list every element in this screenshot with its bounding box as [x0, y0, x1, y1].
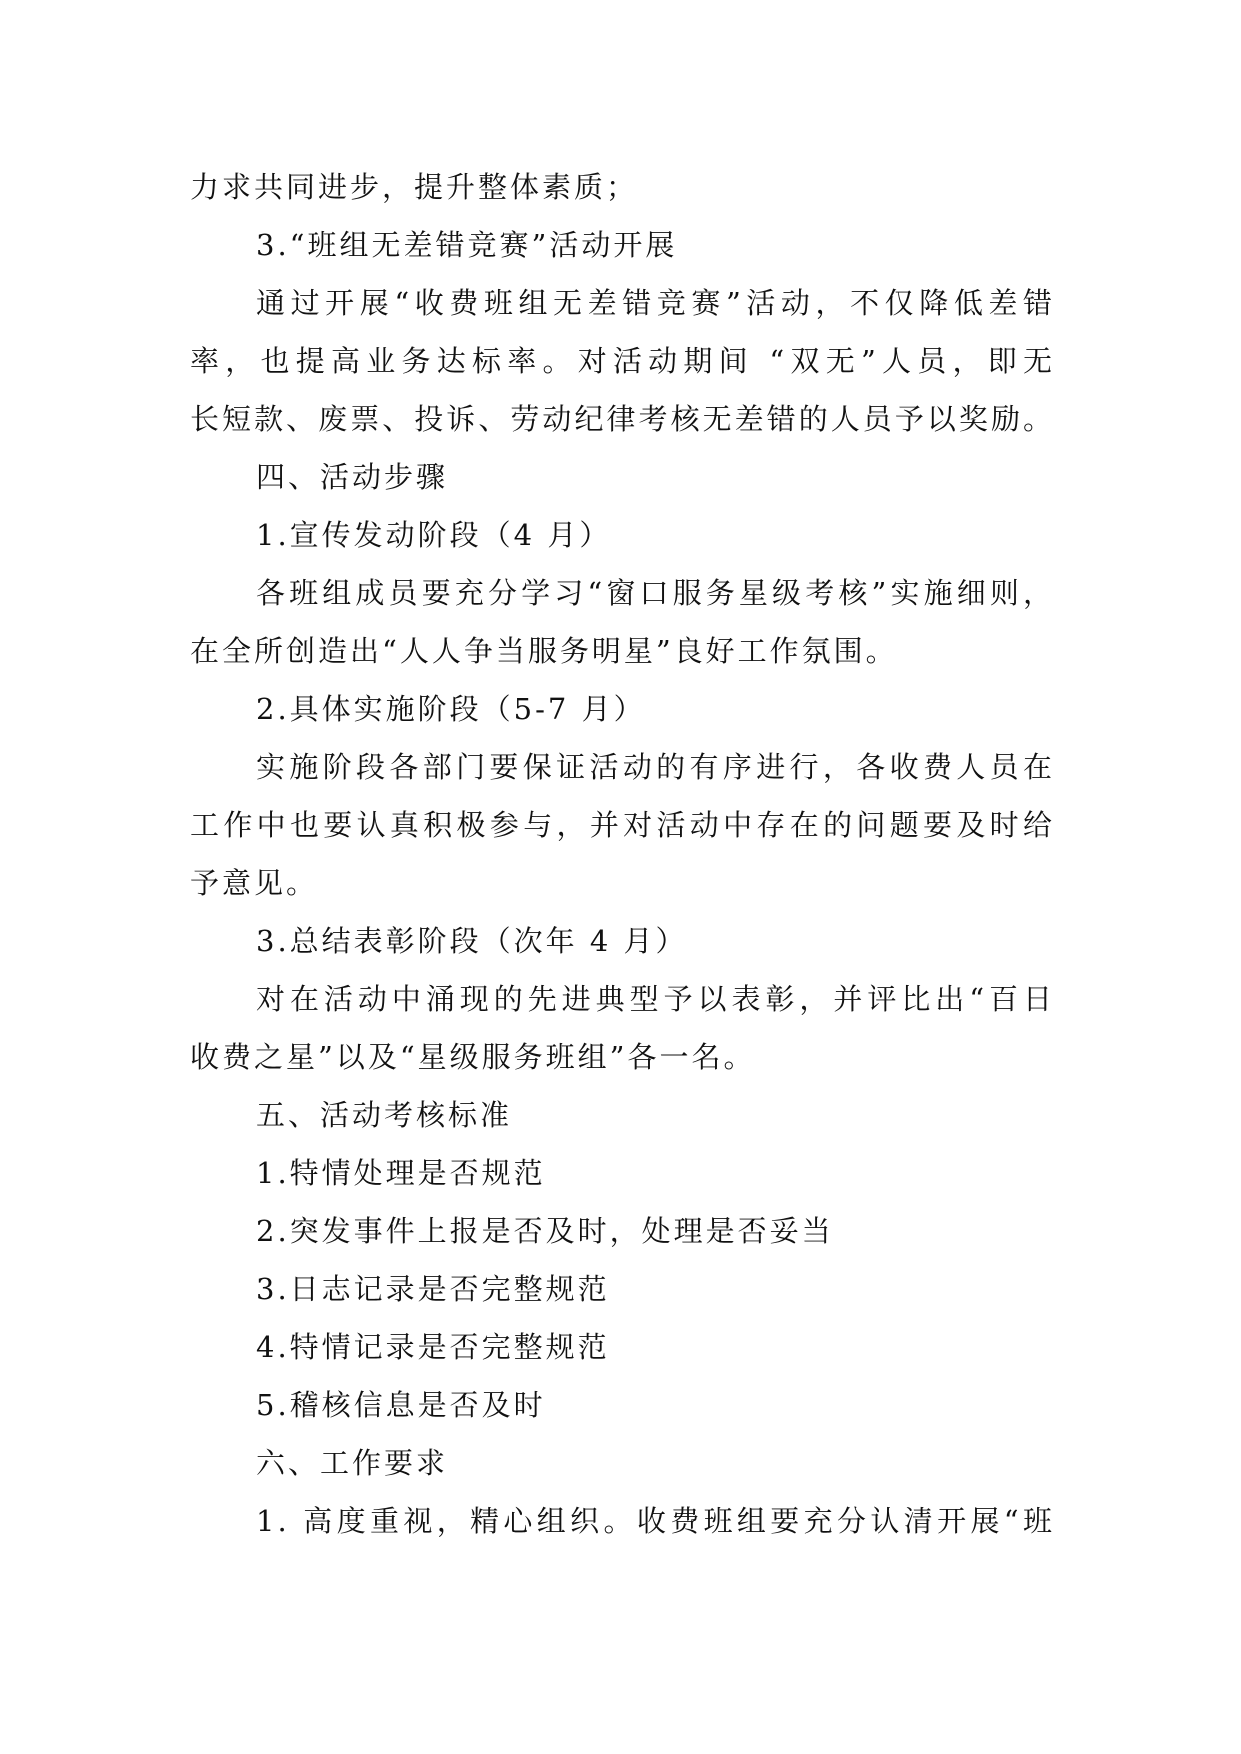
text-line: 各班组成员要充分学习“窗口服务星级考核”实施细则，	[256, 576, 1055, 610]
text-line: 收费之星”以及“星级服务班组”各一名。	[190, 1040, 756, 1074]
list-item: 4.特情记录是否完整规范	[256, 1330, 610, 1364]
text-line: 工作中也要认真积极参与，并对活动中存在的问题要及时给	[190, 808, 1055, 842]
text-line: 通过开展“收费班组无差错竞赛”活动，不仅降低差错	[256, 286, 1055, 320]
subsection-heading: 3.总结表彰阶段（次年 4 月）	[256, 924, 688, 958]
text-line: 对在活动中涌现的先进典型予以表彰，并评比出“百日	[256, 982, 1055, 1016]
list-item: 5.稽核信息是否及时	[256, 1388, 546, 1422]
list-item: 2.突发事件上报是否及时，处理是否妥当	[256, 1214, 834, 1248]
text-line: 1. 高度重视，精心组织。收费班组要充分认清开展“班	[256, 1504, 1055, 1538]
text-line: 在全所创造出“人人争当服务明星”良好工作氛围。	[190, 634, 898, 668]
section-heading: 3.“班组无差错竞赛”活动开展	[256, 228, 678, 262]
text-line: 实施阶段各部门要保证活动的有序进行，各收费人员在	[256, 750, 1055, 784]
section-heading: 五、活动考核标准	[256, 1098, 513, 1132]
subsection-heading: 2.具体实施阶段（5-7 月）	[256, 692, 646, 726]
section-heading: 六、工作要求	[256, 1446, 449, 1480]
text-line: 予意见。	[190, 866, 319, 900]
document-body	[190, 158, 1055, 1550]
text-line: 长短款、废票、投诉、劳动纪律考核无差错的人员予以奖励。	[190, 402, 1055, 436]
list-item: 1.特情处理是否规范	[256, 1156, 546, 1190]
list-item: 3.日志记录是否完整规范	[256, 1272, 610, 1306]
text-line: 力求共同进步，提升整体素质；	[190, 170, 639, 204]
section-heading: 四、活动步骤	[256, 460, 449, 494]
text-line: 率，也提高业务达标率。对活动期间 “双无”人员，即无	[190, 344, 1055, 378]
subsection-heading: 1.宣传发动阶段（4 月）	[256, 518, 612, 552]
